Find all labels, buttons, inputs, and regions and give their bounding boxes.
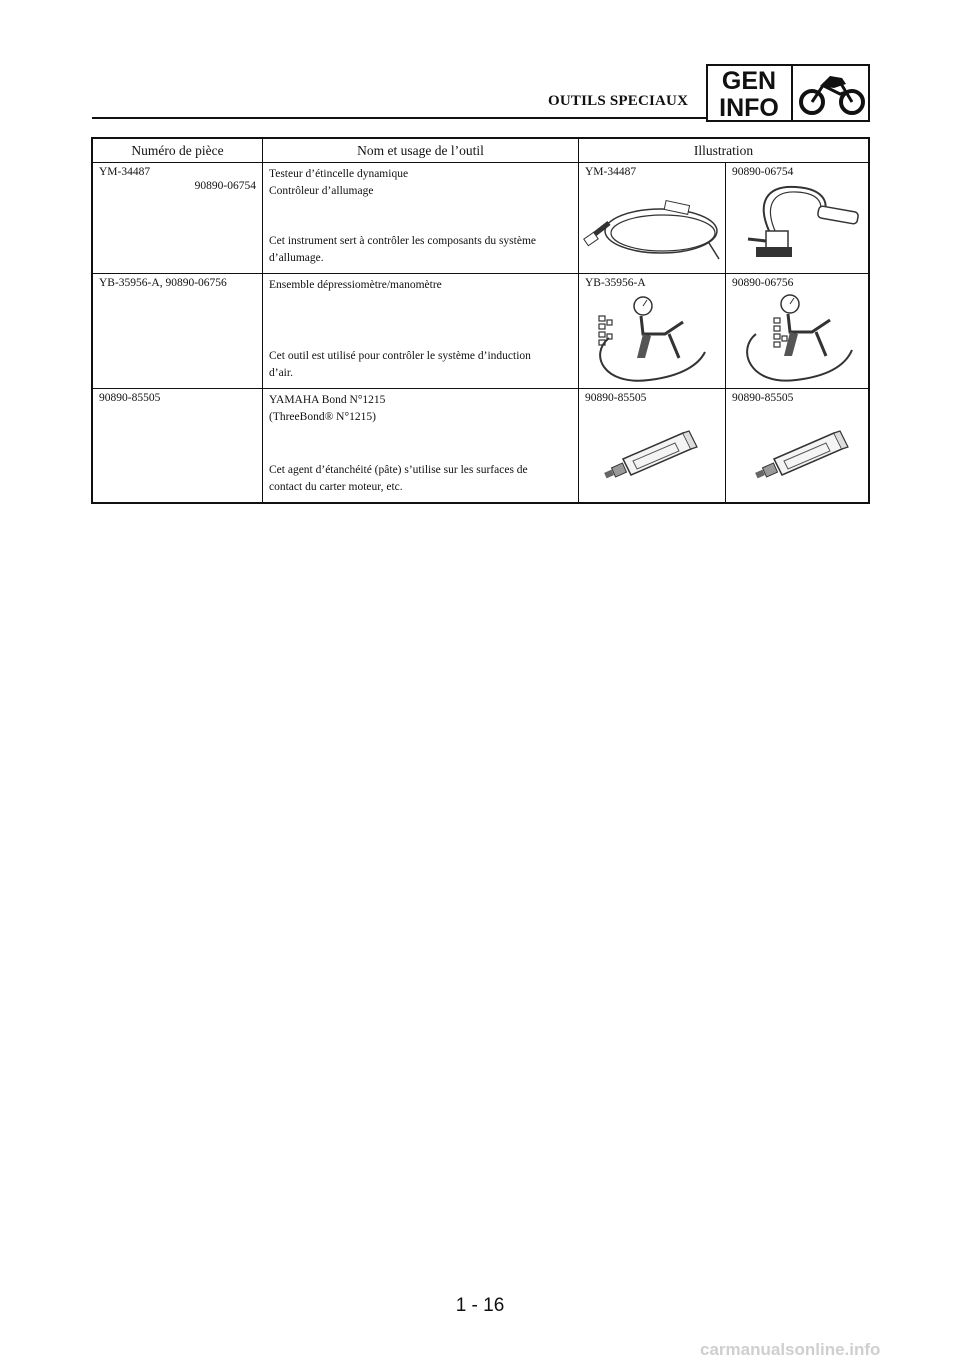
illustration-cell	[579, 163, 726, 274]
illustration-cell	[726, 274, 870, 389]
tool-name-cell	[263, 389, 579, 504]
part-number-sub: 90890-06754	[194, 180, 256, 192]
vacuum-pump-gauge-icon	[579, 294, 725, 386]
part-number-main: YB-35956-A, 90890-06756	[99, 277, 227, 289]
ignition-checker-icon	[726, 183, 872, 271]
illustration-label: 90890-06756	[732, 277, 794, 289]
tool-description	[269, 462, 572, 496]
table-row	[92, 274, 869, 389]
spark-tester-cable-icon	[579, 183, 725, 271]
tool-description-line: Cet agent d’étanchéité (pâte) s’utilise sur les surfaces de	[269, 464, 528, 476]
illustration-cell	[579, 389, 726, 504]
tool-name-line: Contrôleur d’allumage	[269, 185, 374, 197]
illustration-label: 90890-85505	[732, 392, 794, 404]
section-title: OUTILS SPECIAUX	[548, 93, 689, 109]
badge-line2: INFO	[719, 94, 779, 122]
tool-description	[269, 348, 572, 382]
illustration-label: 90890-85505	[585, 392, 647, 404]
watermark: carmanualsonline.info	[700, 1340, 881, 1359]
illustration-cell	[726, 163, 870, 274]
tool-name-line: YAMAHA Bond N°1215	[269, 394, 386, 406]
table-row	[92, 163, 869, 274]
tool-description-line: contact du carter moteur, etc.	[269, 481, 403, 493]
header-tool-name: Nom et usage de l’outil	[263, 138, 579, 163]
tool-name-cell	[263, 274, 579, 389]
table-header-row	[92, 138, 869, 163]
gen-info-badge	[706, 64, 870, 122]
illustration-label: YM-34487	[585, 166, 637, 178]
tool-description-line: Cet outil est utilisé pour contrôler le système d’induction	[269, 350, 531, 362]
tool-description-line: d’allumage.	[269, 252, 324, 264]
tool-name-cell	[263, 163, 579, 274]
illustration-label: 90890-06754	[732, 166, 794, 178]
part-number-cell	[92, 274, 263, 389]
badge-line1: GEN	[721, 67, 777, 95]
header-rule	[92, 117, 708, 119]
illustration-label: YB-35956-A	[585, 277, 646, 289]
illustration-cell	[579, 274, 726, 389]
table-row	[92, 389, 869, 504]
page-number: 1 - 16	[455, 1295, 505, 1316]
part-number-main: YM-34487	[99, 166, 151, 178]
tool-name-line: Ensemble dépressiomètre/manomètre	[269, 279, 442, 291]
part-number-main: 90890-85505	[99, 392, 161, 404]
sealant-tube-icon	[726, 409, 872, 497]
sealant-tube-icon	[579, 409, 725, 497]
header-part-number: Numéro de pièce	[92, 138, 263, 163]
tool-name-line: Testeur d’étincelle dynamique	[269, 168, 409, 180]
tool-description-line: d’air.	[269, 367, 293, 379]
tool-description	[269, 233, 572, 267]
part-number-cell	[92, 389, 263, 504]
tool-description-line: Cet instrument sert à contrôler les composants du système	[269, 235, 536, 247]
special-tools-table	[91, 137, 870, 504]
part-number-cell	[92, 163, 263, 274]
vacuum-pump-gauge-icon	[726, 294, 872, 386]
illustration-cell	[726, 389, 870, 504]
tool-name-line: (ThreeBond® N°1215)	[269, 411, 376, 423]
header-illustration: Illustration	[579, 138, 870, 163]
